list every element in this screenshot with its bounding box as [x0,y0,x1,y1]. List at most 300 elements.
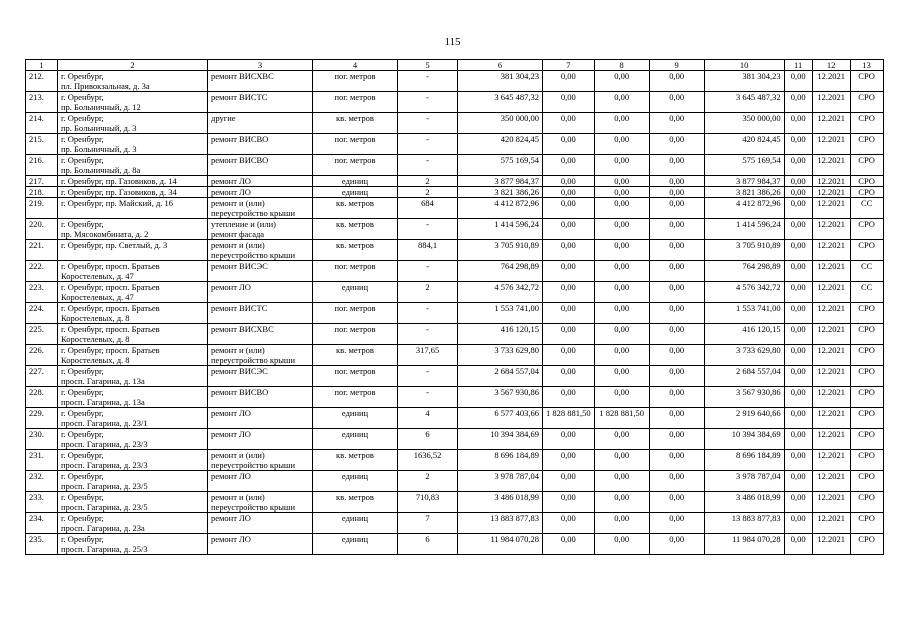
column-header: 7 [543,60,595,71]
cell-method: СРО [850,492,883,513]
cell-fund-4: 1 553 741,00 [704,303,784,324]
cell-method: СС [850,261,883,282]
cell-unit: пог. метров [313,261,398,282]
cell-method: СРО [850,71,883,92]
cell-fund-1: 0,00 [543,429,595,450]
cell-fund-3: 0,00 [649,450,704,471]
cell-fund-1: 0,00 [543,345,595,366]
cell-fund-3: 0,00 [649,219,704,240]
cell-method: СРО [850,219,883,240]
cell-work-type: ремонт и (или) переустройство крыши [208,492,313,513]
cell-unit: единиц [313,187,398,198]
table-row [26,92,884,113]
cell-work-type: ремонт ЛО [208,176,313,187]
cell-number: 225. [26,324,58,345]
cell-method: СРО [850,471,883,492]
cell-total-cost: 3 733 629,80 [458,345,543,366]
table-row [26,187,884,198]
cell-total-cost: 381 304,23 [458,71,543,92]
cell-total-cost: 4 412 872,96 [458,198,543,219]
column-header: 4 [313,60,398,71]
table-row [26,303,884,324]
cell-fund-3: 0,00 [649,303,704,324]
cell-volume: 6 [398,429,458,450]
cell-fund-5: 0,00 [784,187,812,198]
cell-unit: единиц [313,513,398,534]
cell-fund-1: 0,00 [543,198,595,219]
cell-number: 215. [26,134,58,155]
table-row [26,366,884,387]
cell-deadline: 12.2021 [812,513,850,534]
cell-fund-5: 0,00 [784,155,812,176]
cell-fund-2: 0,00 [594,513,649,534]
cell-volume: 884,1 [398,240,458,261]
cell-fund-3: 0,00 [649,282,704,303]
cell-unit: кв. метров [313,492,398,513]
cell-volume: - [398,303,458,324]
cell-fund-2: 0,00 [594,71,649,92]
cell-deadline: 12.2021 [812,92,850,113]
cell-volume: 7 [398,513,458,534]
cell-fund-5: 0,00 [784,240,812,261]
cell-total-cost: 2 684 557,04 [458,366,543,387]
cell-total-cost: 10 394 384,69 [458,429,543,450]
cell-number: 214. [26,113,58,134]
cell-fund-4: 764 298,89 [704,261,784,282]
cell-fund-1: 0,00 [543,261,595,282]
cell-method: СРО [850,155,883,176]
cell-number: 235. [26,534,58,555]
cell-unit: единиц [313,176,398,187]
cell-fund-3: 0,00 [649,155,704,176]
cell-fund-5: 0,00 [784,261,812,282]
cell-number: 216. [26,155,58,176]
cell-fund-1: 0,00 [543,240,595,261]
cell-address: г. Оренбург, пр. Газовиков, д. 14 [58,176,208,187]
cell-fund-4: 10 394 384,69 [704,429,784,450]
cell-address: г. Оренбург, пл. Привокзальная, д. 3а [58,71,208,92]
cell-fund-2: 0,00 [594,303,649,324]
cell-fund-2: 0,00 [594,155,649,176]
cell-deadline: 12.2021 [812,219,850,240]
column-header: 5 [398,60,458,71]
cell-address: г. Оренбург, пр. Светлый, д. 3 [58,240,208,261]
cell-fund-4: 3 705 910,89 [704,240,784,261]
cell-number: 219. [26,198,58,219]
page-number: 115 [444,36,461,48]
cell-address: г. Оренбург, просп. Гагарина, д. 23/3 [58,450,208,471]
cell-work-type: утепление и (или) ремонт фасада [208,219,313,240]
cell-fund-4: 420 824,45 [704,134,784,155]
cell-volume: - [398,134,458,155]
cell-deadline: 12.2021 [812,534,850,555]
column-header: 13 [850,60,883,71]
cell-deadline: 12.2021 [812,366,850,387]
cell-fund-2: 0,00 [594,134,649,155]
cell-fund-5: 0,00 [784,176,812,187]
cell-fund-2: 0,00 [594,366,649,387]
cell-number: 221. [26,240,58,261]
header-row [26,60,884,71]
cell-fund-5: 0,00 [784,513,812,534]
cell-fund-4: 2 684 557,04 [704,366,784,387]
cell-volume: 2 [398,176,458,187]
cell-work-type: ремонт и (или) переустройство крыши [208,450,313,471]
cell-fund-5: 0,00 [784,219,812,240]
cell-method: СРО [850,324,883,345]
cell-fund-5: 0,00 [784,113,812,134]
cell-work-type: ремонт ЛО [208,408,313,429]
cell-fund-1: 0,00 [543,450,595,471]
cell-total-cost: 3 645 487,32 [458,92,543,113]
cell-unit: единиц [313,282,398,303]
cell-number: 233. [26,492,58,513]
cell-address: г. Оренбург, просп. Гагарина, д. 13а [58,366,208,387]
cell-unit: единиц [313,534,398,555]
cell-deadline: 12.2021 [812,134,850,155]
cell-number: 213. [26,92,58,113]
cell-method: СС [850,282,883,303]
table-row [26,282,884,303]
cell-fund-4: 3 821 386,26 [704,187,784,198]
cell-fund-5: 0,00 [784,134,812,155]
cell-address: г. Оренбург, пр. Майский, д. 16 [58,198,208,219]
cell-total-cost: 6 577 403,66 [458,408,543,429]
cell-work-type: ремонт и (или) переустройство крыши [208,198,313,219]
cell-address: г. Оренбург, просп. Гагарина, д. 23а [58,513,208,534]
cell-unit: кв. метров [313,345,398,366]
cell-fund-1: 0,00 [543,176,595,187]
cell-fund-3: 0,00 [649,92,704,113]
cell-fund-1: 0,00 [543,187,595,198]
cell-method: СРО [850,450,883,471]
cell-total-cost: 416 120,15 [458,324,543,345]
cell-total-cost: 3 821 386,26 [458,187,543,198]
table-row [26,261,884,282]
table-row [26,471,884,492]
cell-volume: 684 [398,198,458,219]
cell-fund-4: 3 645 487,32 [704,92,784,113]
cell-deadline: 12.2021 [812,429,850,450]
cell-fund-1: 0,00 [543,219,595,240]
cell-fund-4: 8 696 184,89 [704,450,784,471]
cell-fund-5: 0,00 [784,324,812,345]
cell-deadline: 12.2021 [812,408,850,429]
capital-repair-table [25,59,884,555]
table-row [26,71,884,92]
cell-address: г. Оренбург, просп. Гагарина, д. 23/5 [58,471,208,492]
cell-total-cost: 575 169,54 [458,155,543,176]
cell-number: 218. [26,187,58,198]
cell-total-cost: 3 877 984,37 [458,176,543,187]
cell-method: СС [850,198,883,219]
cell-unit: пог. метров [313,155,398,176]
cell-deadline: 12.2021 [812,324,850,345]
cell-unit: единиц [313,471,398,492]
cell-total-cost: 13 883 877,83 [458,513,543,534]
cell-fund-2: 0,00 [594,187,649,198]
cell-total-cost: 3 567 930,86 [458,387,543,408]
cell-method: СРО [850,366,883,387]
cell-fund-4: 3 567 930,86 [704,387,784,408]
column-header: 2 [58,60,208,71]
cell-volume: 317,65 [398,345,458,366]
cell-deadline: 12.2021 [812,450,850,471]
cell-fund-2: 0,00 [594,324,649,345]
cell-method: СРО [850,187,883,198]
cell-work-type: ремонт ВИСВО [208,387,313,408]
cell-fund-3: 0,00 [649,134,704,155]
column-header: 12 [812,60,850,71]
table-row [26,450,884,471]
cell-fund-3: 0,00 [649,198,704,219]
cell-work-type: ремонт ВИСТС [208,92,313,113]
cell-fund-2: 0,00 [594,219,649,240]
cell-unit: пог. метров [313,303,398,324]
cell-address: г. Оренбург, пр. Мясокомбината, д. 2 [58,219,208,240]
cell-fund-3: 0,00 [649,387,704,408]
cell-fund-2: 0,00 [594,450,649,471]
cell-fund-4: 381 304,23 [704,71,784,92]
cell-work-type: ремонт ВИСХВС [208,71,313,92]
cell-fund-1: 1 828 881,50 [543,408,595,429]
cell-address: г. Оренбург, просп. Братьев Коростелевых, д. 47 [58,282,208,303]
cell-fund-1: 0,00 [543,324,595,345]
cell-fund-4: 350 000,00 [704,113,784,134]
cell-work-type: ремонт ВИСВО [208,155,313,176]
cell-method: СРО [850,303,883,324]
cell-number: 222. [26,261,58,282]
cell-fund-3: 0,00 [649,345,704,366]
cell-fund-4: 4 576 342,72 [704,282,784,303]
cell-fund-5: 0,00 [784,345,812,366]
cell-fund-5: 0,00 [784,408,812,429]
cell-fund-3: 0,00 [649,176,704,187]
cell-fund-2: 0,00 [594,471,649,492]
table-row [26,429,884,450]
cell-fund-3: 0,00 [649,471,704,492]
cell-work-type: ремонт ЛО [208,534,313,555]
cell-unit: единиц [313,408,398,429]
cell-total-cost: 350 000,00 [458,113,543,134]
cell-deadline: 12.2021 [812,240,850,261]
cell-address: г. Оренбург, просп. Братьев Коростелевых, д. 8 [58,324,208,345]
cell-fund-4: 13 883 877,83 [704,513,784,534]
cell-deadline: 12.2021 [812,155,850,176]
table-row [26,534,884,555]
cell-fund-3: 0,00 [649,187,704,198]
cell-address: г. Оренбург, просп. Гагарина, д. 13а [58,387,208,408]
cell-fund-3: 0,00 [649,492,704,513]
cell-fund-1: 0,00 [543,471,595,492]
cell-address: г. Оренбург, пр. Больничный, д. 8а [58,155,208,176]
cell-fund-2: 0,00 [594,92,649,113]
cell-fund-2: 1 828 881,50 [594,408,649,429]
table-row [26,387,884,408]
cell-fund-4: 1 414 596,24 [704,219,784,240]
cell-unit: пог. метров [313,134,398,155]
cell-volume: - [398,71,458,92]
cell-fund-3: 0,00 [649,71,704,92]
cell-deadline: 12.2021 [812,187,850,198]
cell-work-type: ремонт и (или) переустройство крыши [208,345,313,366]
column-header: 9 [649,60,704,71]
cell-fund-3: 0,00 [649,240,704,261]
cell-method: СРО [850,240,883,261]
table-row [26,324,884,345]
cell-unit: кв. метров [313,240,398,261]
cell-fund-1: 0,00 [543,366,595,387]
cell-fund-3: 0,00 [649,408,704,429]
cell-volume: - [398,261,458,282]
cell-deadline: 12.2021 [812,176,850,187]
cell-volume: 710,83 [398,492,458,513]
cell-deadline: 12.2021 [812,471,850,492]
cell-deadline: 12.2021 [812,71,850,92]
cell-fund-5: 0,00 [784,92,812,113]
cell-method: СРО [850,408,883,429]
cell-work-type: ремонт ЛО [208,282,313,303]
cell-work-type: ремонт ВИСЭС [208,261,313,282]
table-row [26,492,884,513]
cell-deadline: 12.2021 [812,387,850,408]
cell-volume: - [398,219,458,240]
cell-fund-2: 0,00 [594,429,649,450]
cell-address: г. Оренбург, просп. Гагарина, д. 23/5 [58,492,208,513]
cell-number: 224. [26,303,58,324]
cell-method: СРО [850,429,883,450]
cell-method: СРО [850,176,883,187]
cell-volume: - [398,387,458,408]
cell-total-cost: 3 486 018,99 [458,492,543,513]
cell-total-cost: 764 298,89 [458,261,543,282]
cell-deadline: 12.2021 [812,492,850,513]
cell-work-type: ремонт и (или) переустройство крыши [208,240,313,261]
cell-total-cost: 1 414 596,24 [458,219,543,240]
cell-method: СРО [850,345,883,366]
cell-fund-3: 0,00 [649,429,704,450]
cell-number: 226. [26,345,58,366]
cell-fund-1: 0,00 [543,387,595,408]
cell-unit: пог. метров [313,387,398,408]
cell-fund-1: 0,00 [543,534,595,555]
cell-fund-2: 0,00 [594,261,649,282]
column-header: 1 [26,60,58,71]
table-row [26,240,884,261]
cell-fund-4: 2 919 640,66 [704,408,784,429]
cell-work-type: другие [208,113,313,134]
cell-work-type: ремонт ВИСЭС [208,366,313,387]
cell-unit: кв. метров [313,198,398,219]
cell-unit: пог. метров [313,71,398,92]
column-header: 10 [704,60,784,71]
cell-unit: кв. метров [313,450,398,471]
cell-fund-1: 0,00 [543,113,595,134]
column-header: 3 [208,60,313,71]
cell-fund-2: 0,00 [594,198,649,219]
cell-fund-5: 0,00 [784,429,812,450]
cell-fund-3: 0,00 [649,366,704,387]
cell-fund-4: 3 486 018,99 [704,492,784,513]
cell-fund-4: 3 877 984,37 [704,176,784,187]
cell-number: 231. [26,450,58,471]
cell-volume: - [398,92,458,113]
cell-deadline: 12.2021 [812,113,850,134]
column-header: 8 [594,60,649,71]
table-row [26,113,884,134]
cell-total-cost: 3 705 910,89 [458,240,543,261]
cell-address: г. Оренбург, просп. Гагарина, д. 25/3 [58,534,208,555]
cell-total-cost: 8 696 184,89 [458,450,543,471]
cell-unit: пог. метров [313,366,398,387]
cell-volume: 2 [398,187,458,198]
cell-number: 212. [26,71,58,92]
column-header: 11 [784,60,812,71]
cell-number: 227. [26,366,58,387]
cell-number: 228. [26,387,58,408]
cell-work-type: ремонт ЛО [208,187,313,198]
cell-fund-5: 0,00 [784,492,812,513]
cell-number: 220. [26,219,58,240]
cell-number: 223. [26,282,58,303]
cell-fund-1: 0,00 [543,155,595,176]
cell-work-type: ремонт ЛО [208,429,313,450]
cell-method: СРО [850,387,883,408]
table-row [26,176,884,187]
cell-method: СРО [850,92,883,113]
cell-deadline: 12.2021 [812,303,850,324]
cell-fund-2: 0,00 [594,534,649,555]
cell-fund-1: 0,00 [543,282,595,303]
table-row [26,134,884,155]
cell-address: г. Оренбург, просп. Гагарина, д. 23/3 [58,429,208,450]
cell-address: г. Оренбург, пр. Больничный, д. 3 [58,113,208,134]
cell-unit: кв. метров [313,113,398,134]
cell-method: СРО [850,534,883,555]
cell-number: 217. [26,176,58,187]
cell-fund-5: 0,00 [784,534,812,555]
cell-volume: 2 [398,282,458,303]
cell-total-cost: 1 553 741,00 [458,303,543,324]
table-row [26,408,884,429]
cell-unit: единиц [313,429,398,450]
cell-total-cost: 3 978 787,04 [458,471,543,492]
table-row [26,513,884,534]
cell-fund-4: 416 120,15 [704,324,784,345]
cell-fund-3: 0,00 [649,513,704,534]
cell-fund-4: 11 984 070,28 [704,534,784,555]
cell-volume: - [398,113,458,134]
cell-fund-2: 0,00 [594,282,649,303]
cell-fund-4: 3 733 629,80 [704,345,784,366]
cell-volume: - [398,366,458,387]
cell-number: 234. [26,513,58,534]
cell-total-cost: 11 984 070,28 [458,534,543,555]
cell-total-cost: 420 824,45 [458,134,543,155]
cell-method: СРО [850,113,883,134]
cell-fund-2: 0,00 [594,492,649,513]
cell-fund-4: 4 412 872,96 [704,198,784,219]
cell-address: г. Оренбург, просп. Братьев Коростелевых, д. 8 [58,345,208,366]
cell-fund-5: 0,00 [784,303,812,324]
cell-unit: пог. метров [313,92,398,113]
table-row [26,345,884,366]
cell-fund-1: 0,00 [543,92,595,113]
cell-address: г. Оренбург, пр. Газовиков, д. 34 [58,187,208,198]
cell-number: 232. [26,471,58,492]
cell-address: г. Оренбург, просп. Братьев Коростелевых, д. 8 [58,303,208,324]
cell-fund-2: 0,00 [594,345,649,366]
